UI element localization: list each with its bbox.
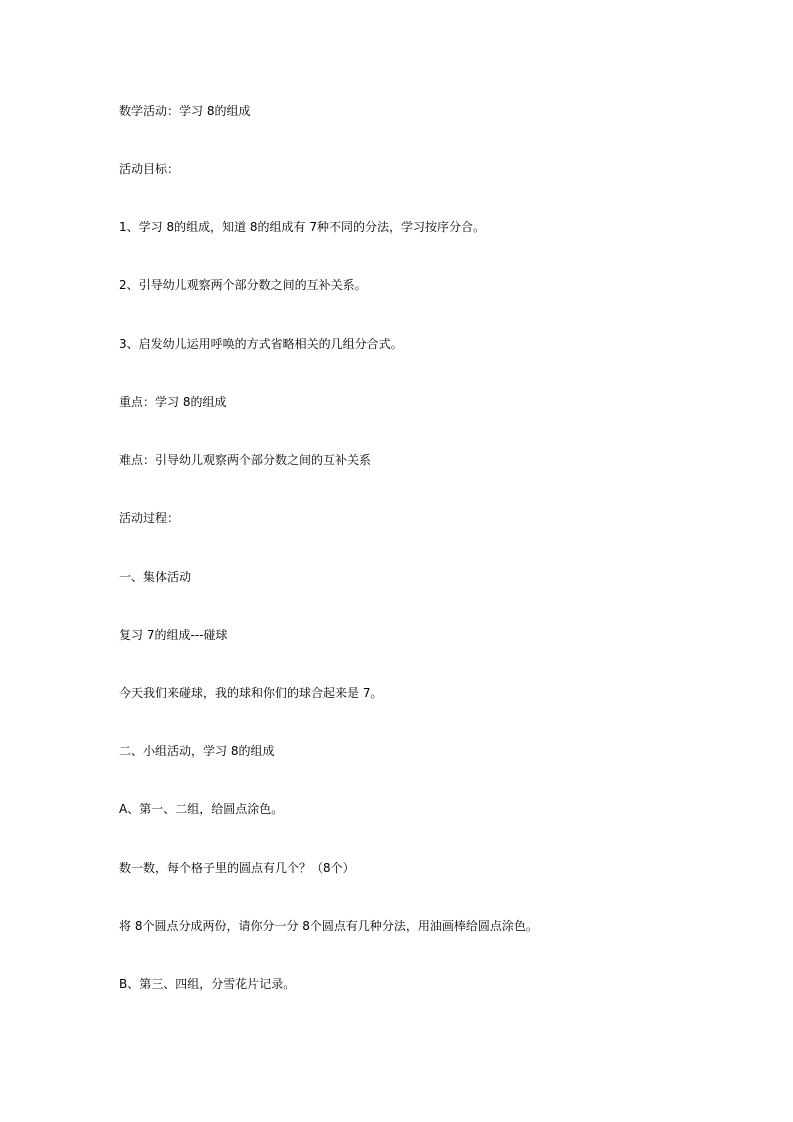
key-point: 重点：学习 8的组成: [119, 395, 227, 409]
objective-item: 1、学习 8的组成，知道 8的组成有 7种不同的分法，学习按序分合。: [119, 220, 485, 234]
section-heading: 二、小组活动，学习 8的组成: [119, 744, 275, 758]
objectives-heading: 活动目标：: [119, 162, 180, 176]
difficulty: 难点：引导幼儿观察两个部分数之间的互补关系: [119, 453, 372, 467]
objective-item: 3、启发幼儿运用呼唤的方式省略相关的几组分合式。: [119, 337, 403, 351]
paragraph: A、第一、二组，给圆点涂色。: [119, 802, 284, 816]
paragraph: 将 8个圆点分成两份，请你分一分 8个圆点有几种分法，用油画棒给圆点涂色。: [119, 919, 538, 933]
paragraph: 复习 7的组成---碰球: [119, 628, 228, 642]
process-heading: 活动过程：: [119, 511, 180, 525]
paragraph: 数一数，每个格子里的圆点有几个？（8个）: [119, 861, 355, 875]
objective-item: 2、引导幼儿观察两个部分数之间的互补关系。: [119, 278, 367, 292]
section-heading: 一、集体活动: [119, 570, 192, 584]
paragraph: B、第三、四组，分雪花片记录。: [119, 977, 296, 991]
document-title: 数学活动：学习 8的组成: [119, 104, 251, 118]
paragraph: 今天我们来碰球，我的球和你们的球合起来是 7。: [119, 686, 383, 700]
